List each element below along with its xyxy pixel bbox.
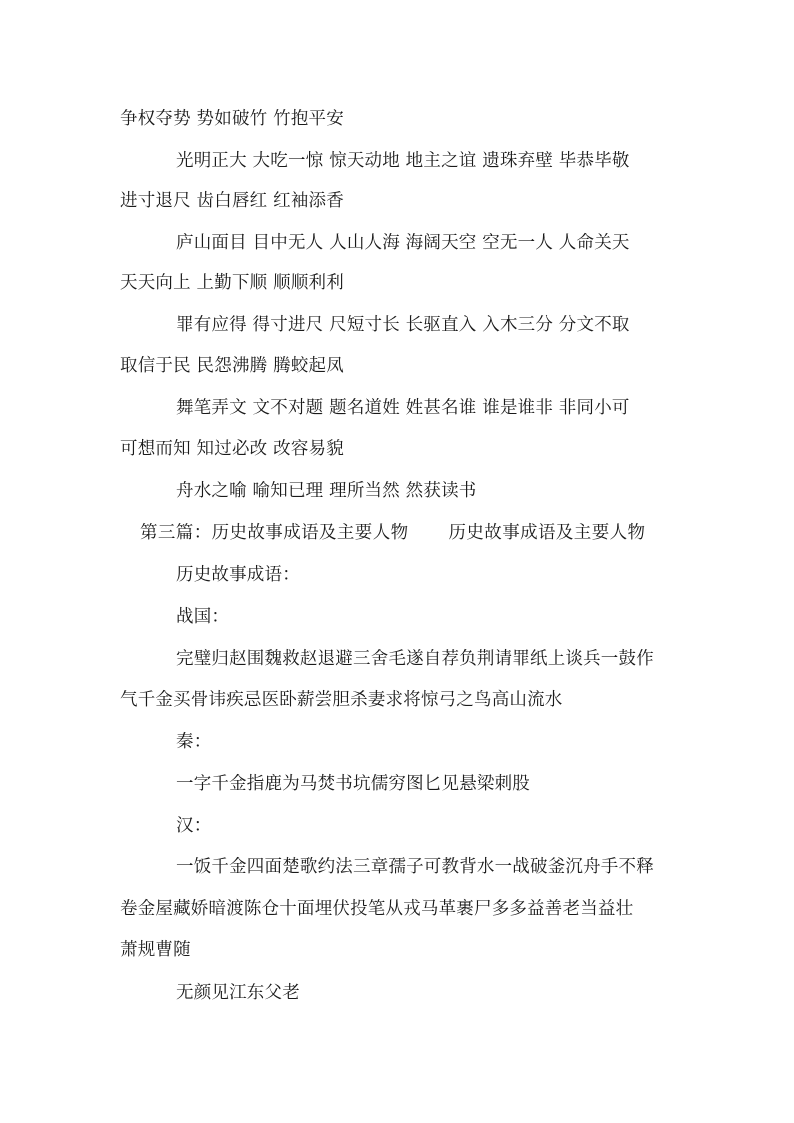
idiom-list-line: 一字千金指鹿为马焚书坑儒穷图匕见悬梁刺股 [176,774,530,794]
section-heading-label: 第三篇：历史故事成语及主要人物 [140,523,409,543]
section-heading-repeat: 历史故事成语及主要人物 [448,523,646,543]
idiom-chain-line: 可想而知 知过必改 改容易貌 [120,439,344,459]
idiom-list-line: 一饭千金四面楚歌约法三章孺子可教背水一战破釜沉舟手不释 [176,857,654,877]
idiom-chain-line: 取信于民 民怨沸腾 腾蛟起凤 [120,356,344,376]
idiom-chain-line: 进寸退尺 齿白唇红 红袖添香 [120,191,344,211]
section-heading [140,522,645,544]
idiom-chain-line: 舟水之喻 喻知已理 理所当然 然获读书 [176,481,477,501]
period-label-zhanguo: 战国： [176,607,230,627]
period-label-qin: 秦： [176,732,212,752]
idiom-chain-line: 舞笔弄文 文不对题 题名道姓 姓甚名谁 谁是谁非 非同小可 [176,398,630,418]
idiom-chain-line: 光明正大 大吃一惊 惊天动地 地主之谊 遗珠弃壁 毕恭毕敬 [176,151,630,171]
idiom-list-line: 完璧归赵围魏救赵退避三舍毛遂自荐负荆请罪纸上谈兵一鼓作 [176,649,654,669]
period-label-han: 汉： [176,816,212,836]
idiom-chain-line: 争权夺势 势如破竹 竹抱平安 [120,109,344,129]
subheading: 历史故事成语： [176,565,300,585]
idiom-list-line: 卷金屋藏娇暗渡陈仓十面埋伏投笔从戎马革裹尸多多益善老当益壮 [120,899,634,919]
idiom-list-line: 气千金买骨讳疾忌医卧薪尝胆杀妻求将惊弓之鸟高山流水 [120,690,563,710]
idiom-chain-line: 天天向上 上勤下顺 顺顺利利 [120,273,344,293]
idiom-list-line: 萧规曹随 [120,940,191,960]
idiom-chain-line: 庐山面目 目中无人 人山人海 海阔天空 空无一人 人命关天 [176,233,630,253]
idiom-chain-line: 罪有应得 得寸进尺 尺短寸长 长驱直入 入木三分 分文不取 [176,315,630,335]
idiom-list-line: 无颜见江东父老 [176,983,300,1003]
